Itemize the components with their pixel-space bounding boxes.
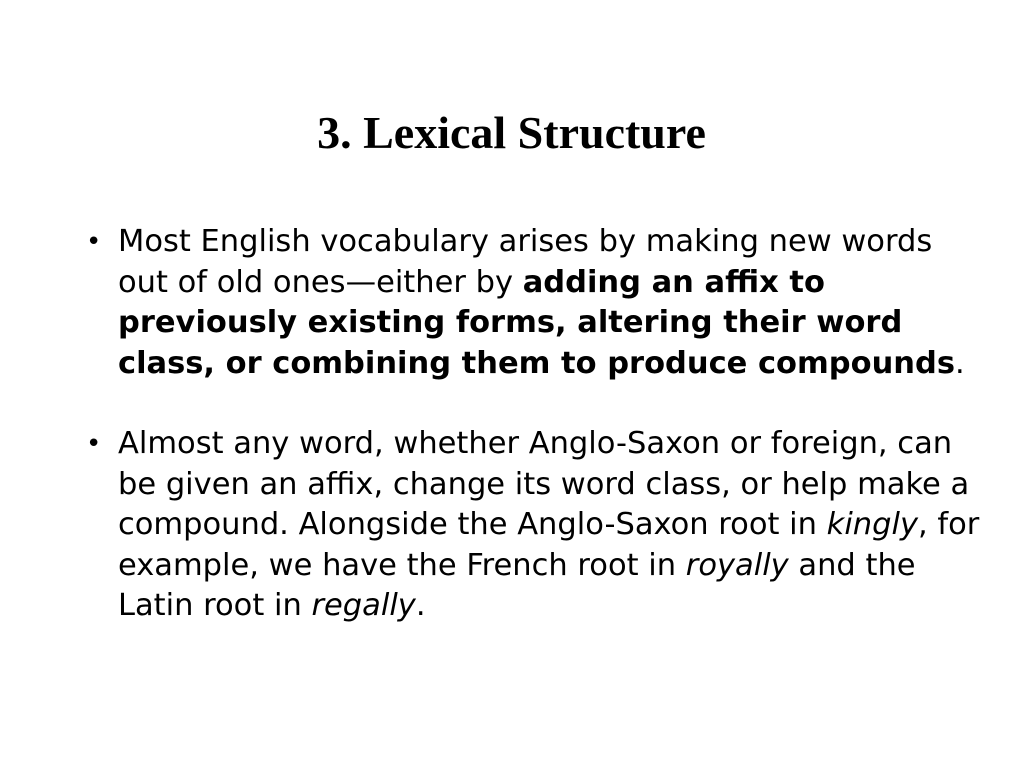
bullet-text-segment: .	[415, 588, 426, 623]
bullet-text-bold-segment: adding an affix to previously existing forms, altering their word class, or combining them to produce compounds	[118, 264, 955, 381]
bullet-text	[118, 222, 986, 384]
bullet-item-roots	[86, 424, 986, 627]
bullet-icon: •	[86, 429, 102, 459]
slide-title: 3. Lexical Structure	[317, 107, 706, 158]
bullet-item-affixes	[86, 222, 986, 384]
bullet-text-segment: Most English vocabulary arises by making new words out of old ones—either by	[118, 224, 933, 300]
bullet-text-italic-segment: kingly	[826, 507, 919, 542]
bullet-text-segment: and the Latin root in	[118, 547, 916, 623]
bullet-text-segment: Almost any word, whether Anglo-Saxon or foreign, can be given an affix, change its word class, or help make a compound. Alongside the Anglo-Saxon root in	[118, 426, 970, 542]
bullet-icon: •	[86, 227, 102, 257]
bullet-text-italic-segment: regally	[311, 588, 416, 623]
bullet-text	[118, 424, 986, 627]
bullet-text-italic-segment: royally	[685, 547, 789, 583]
bullet-text-segment: , for example, we have the French root in	[118, 507, 980, 583]
bullet-list	[86, 222, 986, 627]
bullet-text-segment: .	[954, 345, 965, 381]
